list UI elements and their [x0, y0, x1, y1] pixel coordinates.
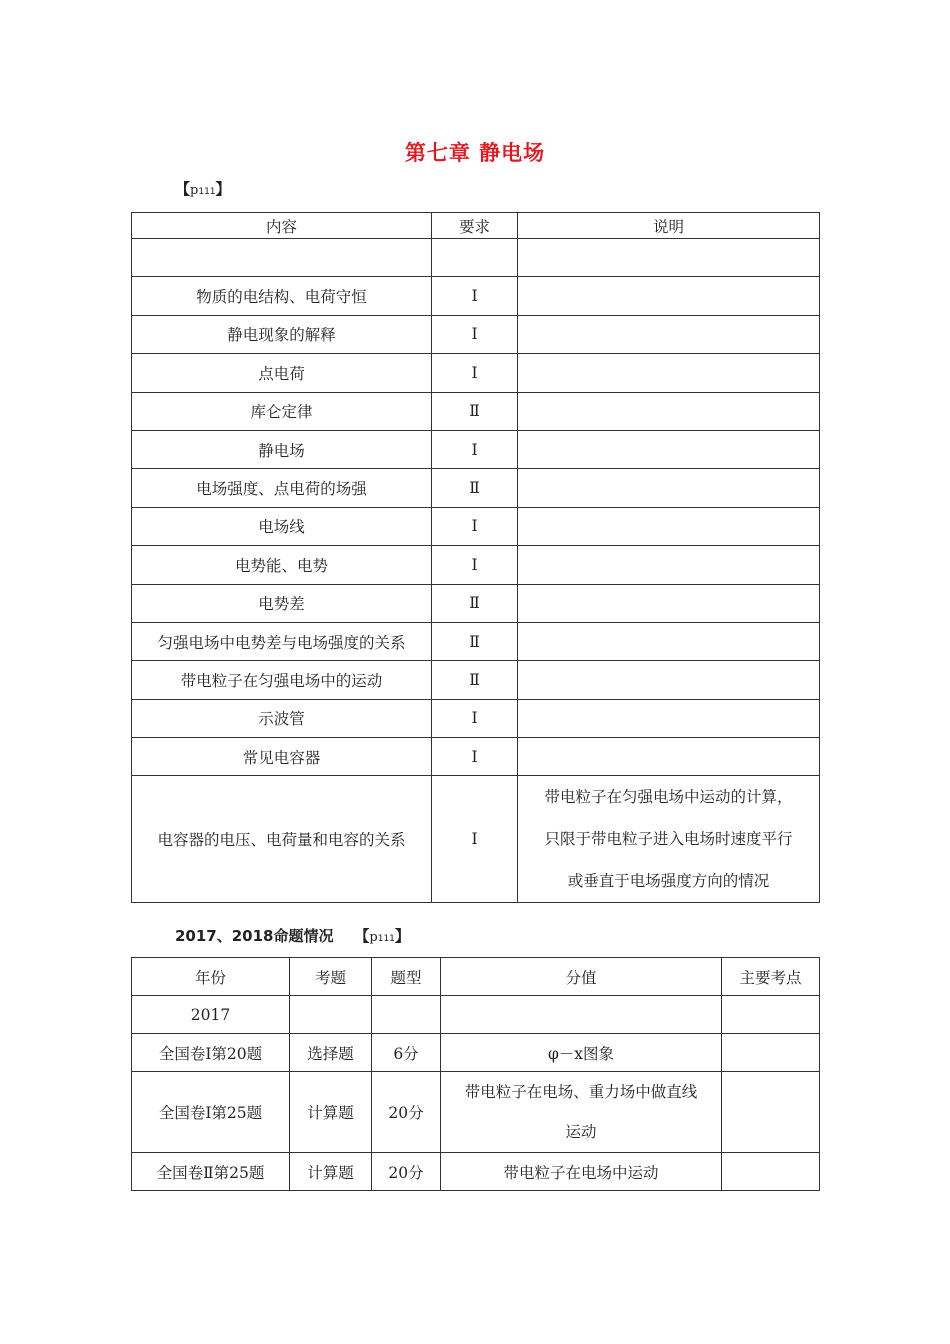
- note-cell: [518, 469, 820, 507]
- year-cell: 全国卷Ⅱ第25题: [132, 1153, 290, 1191]
- content-cell: 常见电容器: [132, 738, 432, 776]
- syllabus-row: [132, 392, 820, 430]
- requirement-cell: Ⅰ: [432, 430, 518, 468]
- note-cell: [518, 738, 820, 776]
- syllabus-row: [132, 661, 820, 699]
- requirement-cell: Ⅰ: [432, 738, 518, 776]
- page-reference-1: 【p111】: [175, 180, 231, 198]
- note-cell: [518, 315, 820, 353]
- note-cell: [518, 354, 820, 392]
- requirement-cell: [432, 239, 518, 277]
- note-cell: [518, 661, 820, 699]
- requirement-cell: Ⅰ: [432, 776, 518, 903]
- content-cell: 带电粒子在匀强电场中的运动: [132, 661, 432, 699]
- question-cell: 选择题: [290, 1034, 372, 1072]
- header-content: 内容: [132, 213, 432, 239]
- content-cell: 电容器的电压、电荷量和电容的关系: [132, 776, 432, 903]
- exam-header-row: [132, 958, 820, 996]
- note-cell: [518, 277, 820, 315]
- content-cell: [132, 239, 432, 277]
- requirement-cell: Ⅰ: [432, 354, 518, 392]
- type-cell: 20分: [372, 1072, 441, 1153]
- note-cell: [518, 546, 820, 584]
- note-cell: [518, 584, 820, 622]
- exam-row: [132, 1034, 820, 1072]
- key-point-cell: [722, 1072, 820, 1153]
- note-cell: [518, 507, 820, 545]
- year-cell: 全国卷Ⅰ第25题: [132, 1072, 290, 1153]
- type-cell: 20分: [372, 1153, 441, 1191]
- content-cell: 示波管: [132, 699, 432, 737]
- syllabus-row: [132, 699, 820, 737]
- chapter-title: 第七章 静电场: [404, 141, 546, 165]
- syllabus-row: [132, 469, 820, 507]
- header-score: 分值: [441, 958, 722, 996]
- question-cell: 计算题: [290, 1072, 372, 1153]
- exam-row: [132, 1153, 820, 1191]
- score-line: 运动: [565, 1123, 597, 1141]
- key-point-cell: [722, 1034, 820, 1072]
- content-cell: 匀强电场中电势差与电场强度的关系: [132, 622, 432, 660]
- syllabus-table: [131, 212, 820, 903]
- content-cell: 电势差: [132, 584, 432, 622]
- requirement-cell: Ⅰ: [432, 546, 518, 584]
- type-cell: 6分: [372, 1034, 441, 1072]
- syllabus-row: [132, 546, 820, 584]
- note-line: 带电粒子在匀强电场中运动的计算，: [544, 788, 793, 807]
- requirement-cell: Ⅰ: [432, 699, 518, 737]
- section-heading: 2017、2018命题情况 【p111】: [175, 927, 410, 945]
- requirement-cell: Ⅱ: [432, 622, 518, 660]
- syllabus-row: [132, 277, 820, 315]
- score-line: 带电粒子在电场、重力场中做直线: [464, 1083, 698, 1101]
- note-line: 只限于带电粒子进入电场时速度平行: [544, 830, 793, 849]
- question-cell: [290, 996, 372, 1034]
- question-cell: 计算题: [290, 1153, 372, 1191]
- header-year: 年份: [132, 958, 290, 996]
- header-question: 考题: [290, 958, 372, 996]
- note-line: 或垂直于电场强度方向的情况: [567, 872, 770, 891]
- content-cell: 库仑定律: [132, 392, 432, 430]
- year-cell: 全国卷Ⅰ第20题: [132, 1034, 290, 1072]
- type-cell: [372, 996, 441, 1034]
- content-cell: 电场强度、点电荷的场强: [132, 469, 432, 507]
- syllabus-row: [132, 315, 820, 353]
- syllabus-row: [132, 354, 820, 392]
- header-type: 题型: [372, 958, 441, 996]
- requirement-cell: Ⅱ: [432, 584, 518, 622]
- score-cell: 带电粒子在电场中运动: [441, 1153, 722, 1191]
- content-cell: 点电荷: [132, 354, 432, 392]
- requirement-cell: Ⅱ: [432, 392, 518, 430]
- key-point-cell: [722, 1153, 820, 1191]
- content-cell: 电场线: [132, 507, 432, 545]
- requirement-cell: Ⅰ: [432, 315, 518, 353]
- syllabus-row: [132, 622, 820, 660]
- requirement-cell: Ⅱ: [432, 661, 518, 699]
- year-cell: 2017: [132, 996, 290, 1034]
- syllabus-row: [132, 776, 820, 903]
- note-cell: [518, 239, 820, 277]
- score-cell: φ－x图象: [441, 1034, 722, 1072]
- requirement-cell: Ⅰ: [432, 507, 518, 545]
- note-cell: [518, 699, 820, 737]
- score-cell: [441, 996, 722, 1034]
- header-note: 说明: [518, 213, 820, 239]
- note-cell: [518, 392, 820, 430]
- content-cell: 静电现象的解释: [132, 315, 432, 353]
- syllabus-row: [132, 430, 820, 468]
- syllabus-row: [132, 239, 820, 277]
- exam-row: [132, 1072, 820, 1153]
- requirement-cell: Ⅱ: [432, 469, 518, 507]
- exam-row: [132, 996, 820, 1034]
- key-point-cell: [722, 996, 820, 1034]
- header-key-point: 主要考点: [722, 958, 820, 996]
- content-cell: 物质的电结构、电荷守恒: [132, 277, 432, 315]
- header-requirement: 要求: [432, 213, 518, 239]
- syllabus-header-row: [132, 213, 820, 239]
- score-cell: [441, 1072, 722, 1153]
- exam-table: [131, 957, 820, 1191]
- note-cell: [518, 430, 820, 468]
- note-cell: [518, 622, 820, 660]
- note-cell: [518, 776, 820, 903]
- syllabus-row: [132, 584, 820, 622]
- syllabus-row: [132, 507, 820, 545]
- content-cell: 静电场: [132, 430, 432, 468]
- requirement-cell: Ⅰ: [432, 277, 518, 315]
- content-cell: 电势能、电势: [132, 546, 432, 584]
- syllabus-row: [132, 738, 820, 776]
